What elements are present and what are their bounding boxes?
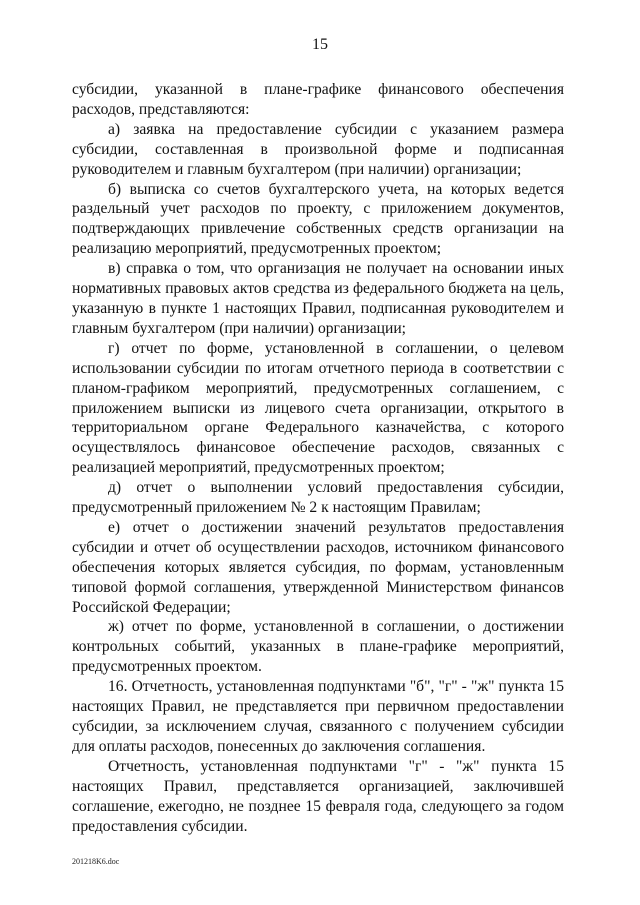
document-body [72,80,564,836]
paragraph-reporting: Отчетность, установленная подпунктами "г" - "ж" пункта 15 настоящих Правил, представляется организацией, заключившей соглашение, ежегодно, не позднее 15 февраля года, следующего за годом предоставления субсидии. [72,757,564,835]
paragraph-item-v: в) справка о том, что организация не получает на основании иных нормативных правовых актов средства из федерального бюджета на цель, указанную в пункте 1 настоящих Правил, подписанная руководителем и главным бухгалтером (при наличии) организации; [72,260,564,337]
paragraph-item-a: а) заявка на предоставление субсидии с указанием размера субсидии, составленная в произвольной форме и подписанная руководителем и главным бухгалтером (при наличии) организации; [72,120,564,178]
paragraph-item-g: г) отчет по форме, установленной в соглашении, о целевом использовании субсидии по итогам отчетного периода в соответствии с планом-графиком мероприятий, предусмотренных соглашением, с приложением выписки из лицевого счета организации, открытого в территориальном органе Федерального казначейства, с которого осуществлялось финансовое обеспечение расходов, связанных с реализацией мероприятий, предусмотренных проектом; [72,339,564,477]
paragraph-section-16: 16. Отчетность, установленная подпунктами "б", "г" - "ж" пункта 15 настоящих Правил, не представляется при первичном предоставлении субсидии, за исключением случая, связанного с получением субсидии для оплаты расходов, понесенных до заключения соглашения. [72,678,564,755]
paragraph-item-b: б) выписка со счетов бухгалтерского учета, на которых ведется раздельный учет расходов по проекту, с приложением документов, подтверждающих привлечение собственных средств организации на реализацию мероприятий, предусмотренных проектом; [72,180,564,258]
page-number: 15 [312,36,328,53]
paragraph-item-d: д) отчет о выполнении условий предоставления субсидии, предусмотренный приложением № 2 к настоящим Правилам; [72,479,564,517]
file-name-footer: 201218K6.doc [72,857,120,866]
paragraph-item-e: е) отчет о достижении значений результатов предоставления субсидии и отчет об осуществлении расходов, источником финансового обеспечения которых является субсидия, по формам, установленным типовой формой соглашения, утвержденной Министерством финансов Российской Федерации; [72,518,564,616]
paragraph-continuation: субсидии, указанной в плане-графике финансового обеспечения расходов, представляются: [72,81,564,118]
paragraph-item-zh: ж) отчет по форме, установленной в соглашении, о достижении контрольных событий, указанных в плане-графике мероприятий, предусмотренных проектом. [72,618,564,676]
